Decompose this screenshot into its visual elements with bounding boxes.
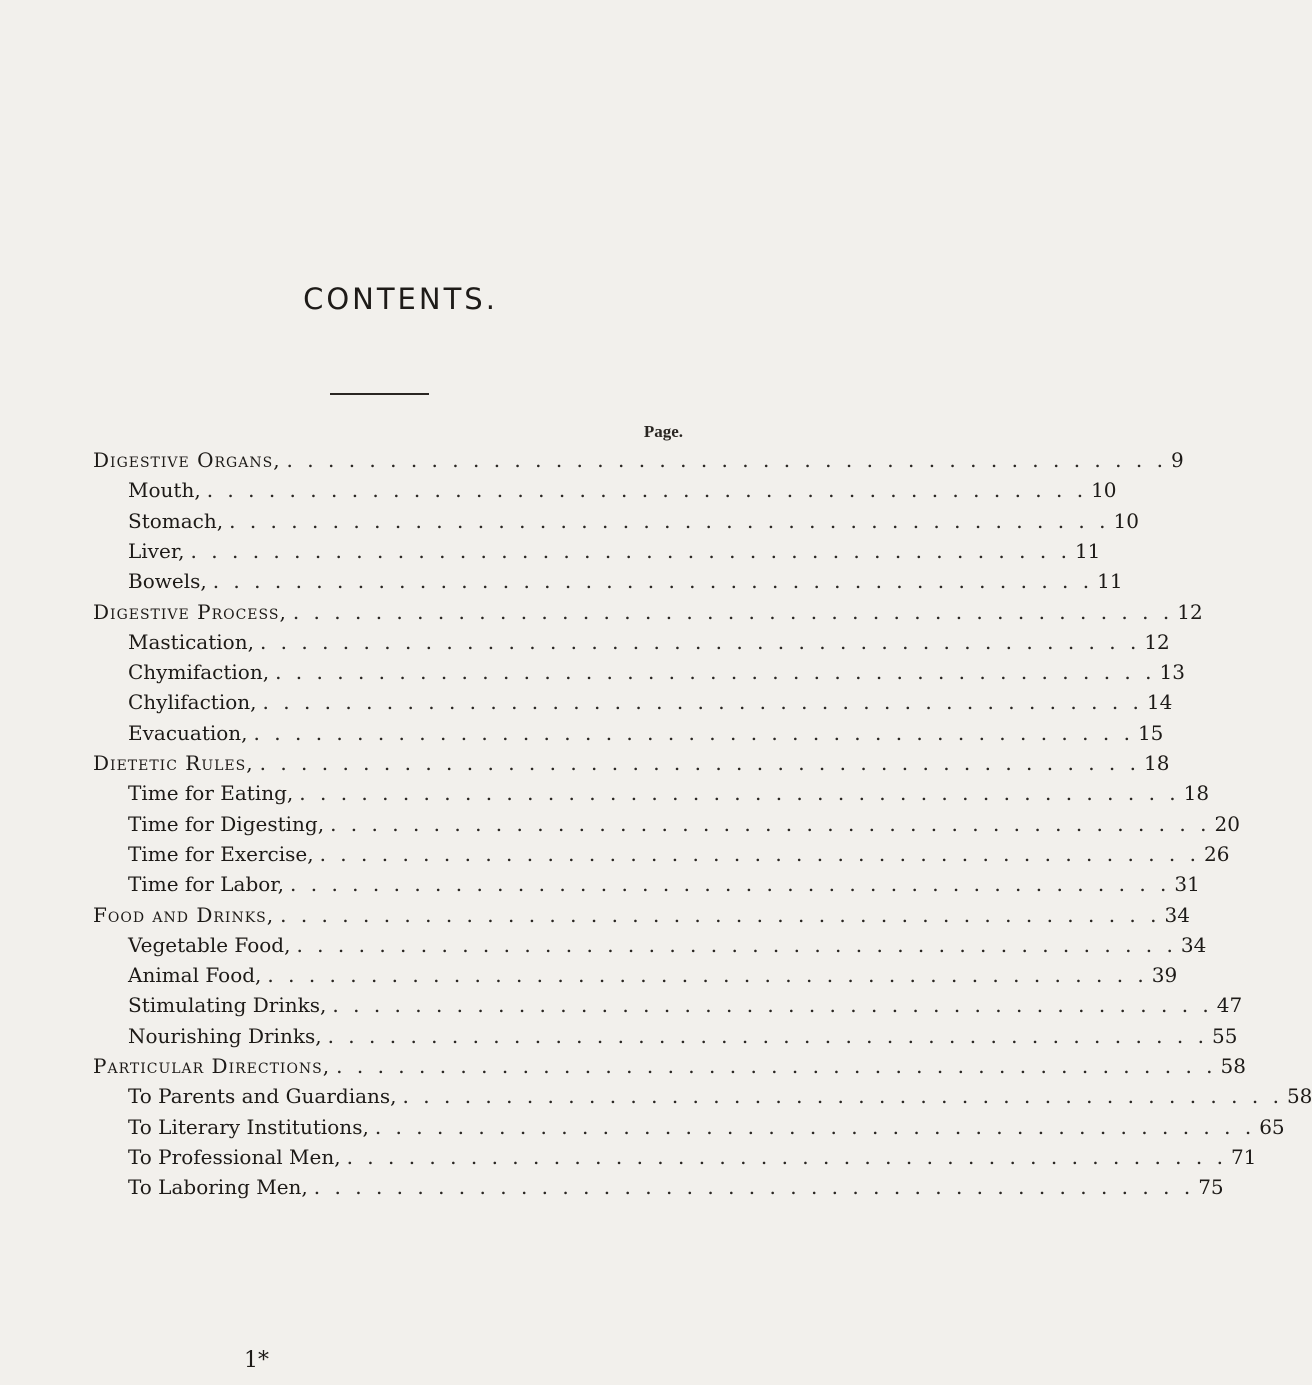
entry-title: Time for Digesting,: [128, 811, 325, 836]
toc-subentry: [128, 660, 1185, 690]
entry-page-number: 39: [1151, 963, 1178, 988]
toc-subentry: [128, 478, 1117, 508]
toc-subentry: [128, 1114, 1285, 1145]
dot-leader: . . . . . . . . . . . . . . . . . . . . . . . . . . . . . . . . . . . . . . . . . . .: [332, 993, 1213, 1018]
dot-leader: . . . . . . . . . . . . . . . . . . . . . . . . . . . . . . . . . . . . . . . . . . .: [267, 963, 1148, 988]
entry-page-number: 12: [1144, 629, 1170, 654]
entry-page-number: 11: [1097, 569, 1123, 594]
toc-subentry: [128, 1084, 1312, 1114]
entry-page-number: 55: [1211, 1023, 1238, 1048]
dot-leader: . . . . . . . . . . . . . . . . . . . . . . . . . . . . . . . . . . . . . . . . . . .: [319, 841, 1200, 866]
entry-page-number: 65: [1259, 1114, 1285, 1139]
toc-subentry: [128, 841, 1230, 872]
entry-title: Chylifaction,: [128, 690, 257, 715]
entry-title: To Parents and Guardians,: [128, 1084, 397, 1109]
dot-leader: . . . . . . . . . . . . . . . . . . . . . . . . . . . . . . . . . . . . . . . . . . .: [259, 751, 1140, 775]
toc-section-entry: [93, 599, 1203, 630]
entry-title: Time for Eating,: [128, 781, 294, 806]
entry-page-number: 11: [1074, 538, 1101, 563]
entry-title: Particular Directions,: [93, 1054, 331, 1078]
dot-leader: . . . . . . . . . . . . . . . . . . . . . . . . . . . . . . . . . . . . . . . . . . .: [190, 538, 1071, 563]
dot-leader: . . . . . . . . . . . . . . . . . . . . . . . . . . . . . . . . . . . . . . . . . . .: [296, 932, 1177, 957]
toc-subentry: [128, 1144, 1257, 1175]
entry-page-number: 12: [1177, 599, 1203, 624]
entry-title: To Professional Men,: [128, 1144, 341, 1169]
entry-title: Stimulating Drinks,: [128, 993, 327, 1018]
entry-title: Nourishing Drinks,: [128, 1023, 322, 1048]
dot-leader: . . . . . . . . . . . . . . . . . . . . . . . . . . . . . . . . . . . . . . . . . . .: [290, 872, 1171, 897]
dot-leader: . . . . . . . . . . . . . . . . . . . . . . . . . . . . . . . . . . . . . . . . . . .: [212, 569, 1094, 594]
entry-page-number: 31: [1174, 872, 1200, 897]
entry-title: To Laboring Men,: [128, 1175, 308, 1200]
dot-leader: . . . . . . . . . . . . . . . . . . . . . . . . . . . . . . . . . . . . . . . . . . .: [253, 720, 1134, 745]
entry-title: To Literary Institutions,: [128, 1114, 369, 1139]
dot-leader: . . . . . . . . . . . . . . . . . . . . . . . . . . . . . . . . . . . . . . . . . . .: [336, 1054, 1217, 1078]
toc-subentry: [128, 872, 1200, 902]
entry-page-number: 15: [1137, 720, 1164, 745]
entry-title: Evacuation,: [128, 720, 248, 745]
title-rule: [330, 393, 429, 395]
entry-title: Bowels,: [128, 569, 207, 594]
entry-page-number: 34: [1180, 932, 1207, 957]
entry-title: Liver,: [128, 538, 185, 563]
toc-subentry: [128, 781, 1210, 811]
entry-page-number: 14: [1146, 690, 1173, 715]
dot-leader: . . . . . . . . . . . . . . . . . . . . . . . . . . . . . . . . . . . . . . . . . . .: [206, 478, 1088, 503]
entry-title: Mouth,: [128, 478, 201, 503]
toc-subentry: [128, 538, 1101, 569]
entry-page-number: 18: [1183, 781, 1210, 806]
entry-page-number: 71: [1230, 1144, 1257, 1169]
toc-subentry: [128, 508, 1139, 539]
dot-leader: . . . . . . . . . . . . . . . . . . . . . . . . . . . . . . . . . . . . . . . . . . .: [262, 690, 1143, 715]
dot-leader: . . . . . . . . . . . . . . . . . . . . . . . . . . . . . . . . . . . . . . . . . . .: [330, 811, 1211, 836]
entry-page-number: 20: [1214, 811, 1240, 836]
toc-section-entry: [93, 448, 1184, 478]
toc-subentry: [128, 993, 1243, 1023]
entry-page-number: 47: [1216, 993, 1243, 1018]
toc-section-entry: [93, 902, 1190, 933]
entry-page-number: 26: [1203, 841, 1230, 866]
toc-subentry: [128, 963, 1178, 993]
toc-subentry: [128, 1175, 1224, 1205]
entry-page-number: 10: [1091, 478, 1117, 503]
toc-subentry: [128, 720, 1164, 751]
entry-title: Chymifaction,: [128, 660, 270, 685]
entry-title: Mastication,: [128, 629, 254, 654]
dot-leader: . . . . . . . . . . . . . . . . . . . . . . . . . . . . . . . . . . . . . . . . . . .: [374, 1114, 1256, 1139]
entry-title: Dietetic Rules,: [93, 751, 254, 775]
entry-page-number: 10: [1113, 508, 1139, 533]
toc-section-entry: [93, 751, 1170, 781]
page-column-label: Page.: [643, 422, 683, 441]
page-title: CONTENTS.: [303, 282, 498, 316]
entry-title: Animal Food,: [128, 963, 262, 988]
entry-page-number: 58: [1220, 1054, 1246, 1078]
entry-page-number: 9: [1170, 448, 1184, 472]
entry-title: Digestive Organs,: [93, 448, 281, 472]
dot-leader: . . . . . . . . . . . . . . . . . . . . . . . . . . . . . . . . . . . . . . . . . . .: [313, 1175, 1195, 1200]
entry-page-number: 75: [1198, 1175, 1224, 1200]
dot-leader: . . . . . . . . . . . . . . . . . . . . . . . . . . . . . . . . . . . . . . . . . . .: [280, 902, 1161, 927]
toc-subentry: [128, 932, 1207, 963]
dot-leader: . . . . . . . . . . . . . . . . . . . . . . . . . . . . . . . . . . . . . . . . . . .: [327, 1023, 1208, 1048]
dot-leader: . . . . . . . . . . . . . . . . . . . . . . . . . . . . . . . . . . . . . . . . . . .: [286, 448, 1167, 472]
dot-leader: . . . . . . . . . . . . . . . . . . . . . . . . . . . . . . . . . . . . . . . . . . .: [346, 1144, 1227, 1169]
dot-leader: . . . . . . . . . . . . . . . . . . . . . . . . . . . . . . . . . . . . . . . . . . .: [275, 660, 1156, 685]
entry-title: Food and Drinks,: [93, 902, 275, 927]
entry-title: Stomach,: [128, 508, 224, 533]
dot-leader: . . . . . . . . . . . . . . . . . . . . . . . . . . . . . . . . . . . . . . . . . . .: [402, 1084, 1283, 1109]
toc-subentry: [128, 1023, 1238, 1054]
toc-subentry: [128, 811, 1240, 842]
toc-subentry: [128, 690, 1173, 720]
entry-title: Vegetable Food,: [128, 932, 291, 957]
dot-leader: . . . . . . . . . . . . . . . . . . . . . . . . . . . . . . . . . . . . . . . . . . .: [259, 629, 1141, 654]
dot-leader: . . . . . . . . . . . . . . . . . . . . . . . . . . . . . . . . . . . . . . . . . . .: [292, 599, 1174, 624]
toc-subentry: [128, 569, 1123, 599]
dot-leader: . . . . . . . . . . . . . . . . . . . . . . . . . . . . . . . . . . . . . . . . . . .: [229, 508, 1110, 533]
signature-mark: 1*: [244, 1348, 269, 1373]
entry-page-number: 13: [1159, 660, 1185, 685]
entry-title: Time for Labor,: [128, 872, 285, 897]
toc-section-entry: [93, 1054, 1246, 1084]
entry-page-number: 34: [1164, 902, 1190, 927]
entry-title: Digestive Process,: [93, 599, 287, 624]
dot-leader: . . . . . . . . . . . . . . . . . . . . . . . . . . . . . . . . . . . . . . . . . . .: [299, 781, 1180, 806]
entry-title: Time for Exercise,: [128, 841, 314, 866]
entry-page-number: 18: [1144, 751, 1170, 775]
toc-subentry: [128, 629, 1170, 660]
entry-page-number: 58: [1286, 1084, 1312, 1109]
